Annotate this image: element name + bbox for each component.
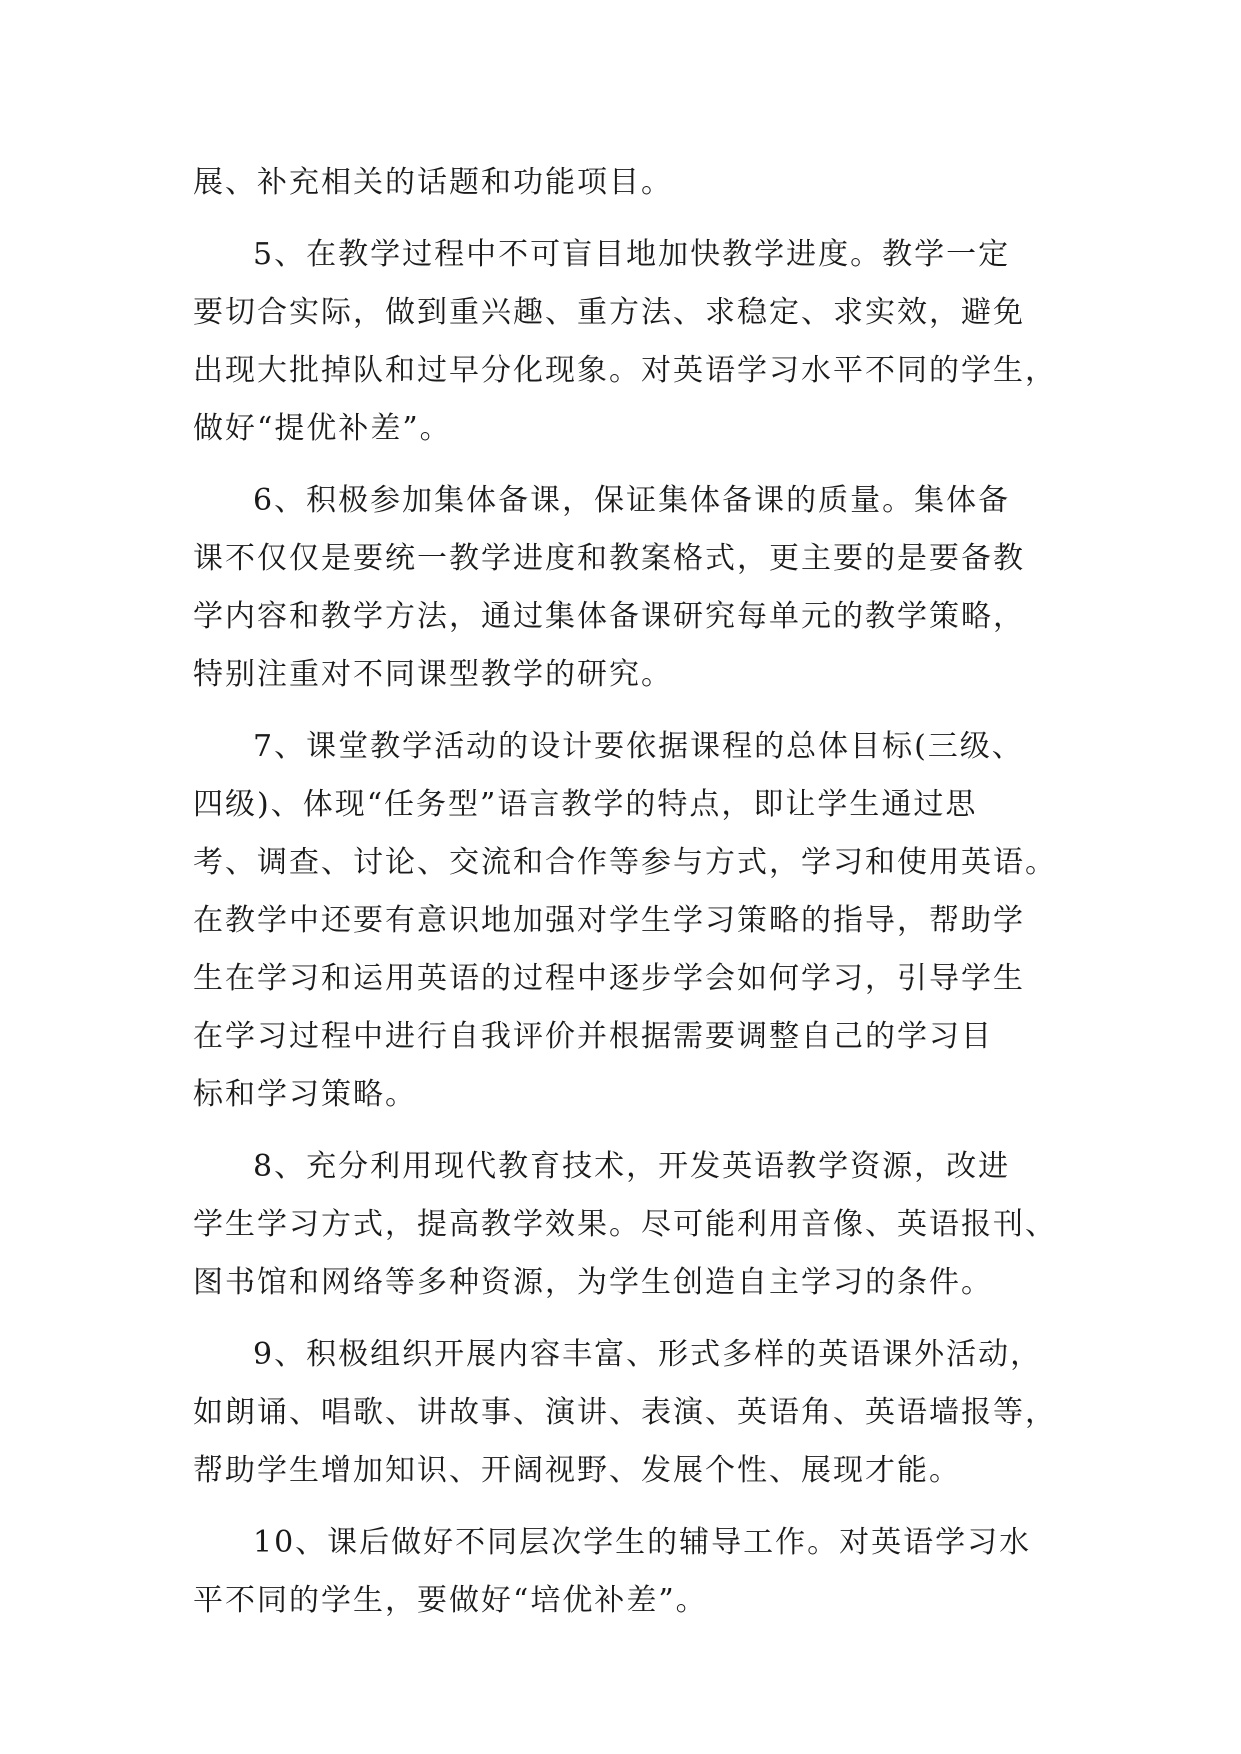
text-line: 学生学习方式，提高教学效果。尽可能利用音像、英语报刊、 (193, 1207, 1057, 1242)
text-line: 考、调查、讨论、交流和合作等参与方式，学习和使用英语。 (193, 845, 1057, 880)
text-line: 做好“提优补差”。 (193, 411, 452, 446)
paragraph-item-10 (193, 1514, 1073, 1630)
text-line: 展、补充相关的话题和功能项目。 (193, 165, 673, 200)
text-line: 生在学习和运用英语的过程中逐步学会如何学习，引导学生 (193, 961, 1025, 996)
paragraph-item-8 (193, 1138, 1073, 1312)
paragraph-item-7 (193, 718, 1073, 1124)
paragraph-item-6 (193, 472, 1073, 704)
text-line: 课不仅仅是要统一教学进度和教案格式，更主要的是要备教 (193, 541, 1025, 576)
text-line: 帮助学生增加知识、开阔视野、发展个性、展现才能。 (193, 1453, 961, 1488)
paragraph-continuation (193, 154, 1073, 212)
text-line: 在教学中还要有意识地加强对学生学习策略的指导，帮助学 (193, 903, 1025, 938)
text-line: 平不同的学生，要做好“培优补差”。 (193, 1583, 708, 1618)
paragraph-item-5 (193, 226, 1073, 458)
text-line: 8、充分利用现代教育技术，开发英语教学资源，改进 (253, 1149, 1011, 1184)
text-line: 如朗诵、唱歌、讲故事、演讲、表演、英语角、英语墙报等， (193, 1395, 1057, 1430)
text-line: 10、课后做好不同层次学生的辅导工作。对英语学习水 (253, 1525, 1032, 1560)
document-body (193, 154, 1073, 1630)
text-line: 9、积极组织开展内容丰富、形式多样的英语课外活动， (253, 1337, 1043, 1372)
text-line: 6、积极参加集体备课，保证集体备课的质量。集体备 (253, 483, 1011, 518)
text-line: 出现大批掉队和过早分化现象。对英语学习水平不同的学生， (193, 353, 1057, 388)
paragraph-item-9 (193, 1326, 1073, 1500)
text-line: 7、课堂教学活动的设计要依据课程的总体目标(三级、 (253, 729, 1024, 764)
text-line: 标和学习策略。 (193, 1077, 417, 1112)
text-line: 5、在教学过程中不可盲目地加快教学进度。教学一定 (253, 237, 1011, 272)
text-line: 在学习过程中进行自我评价并根据需要调整自己的学习目 (193, 1019, 993, 1054)
text-line: 学内容和教学方法，通过集体备课研究每单元的教学策略， (193, 599, 1025, 634)
text-line: 图书馆和网络等多种资源，为学生创造自主学习的条件。 (193, 1265, 993, 1300)
text-line: 特别注重对不同课型教学的研究。 (193, 657, 673, 692)
text-line: 要切合实际，做到重兴趣、重方法、求稳定、求实效，避免 (193, 295, 1025, 330)
text-line: 四级)、体现“任务型”语言教学的特点，即让学生通过思 (193, 787, 978, 822)
